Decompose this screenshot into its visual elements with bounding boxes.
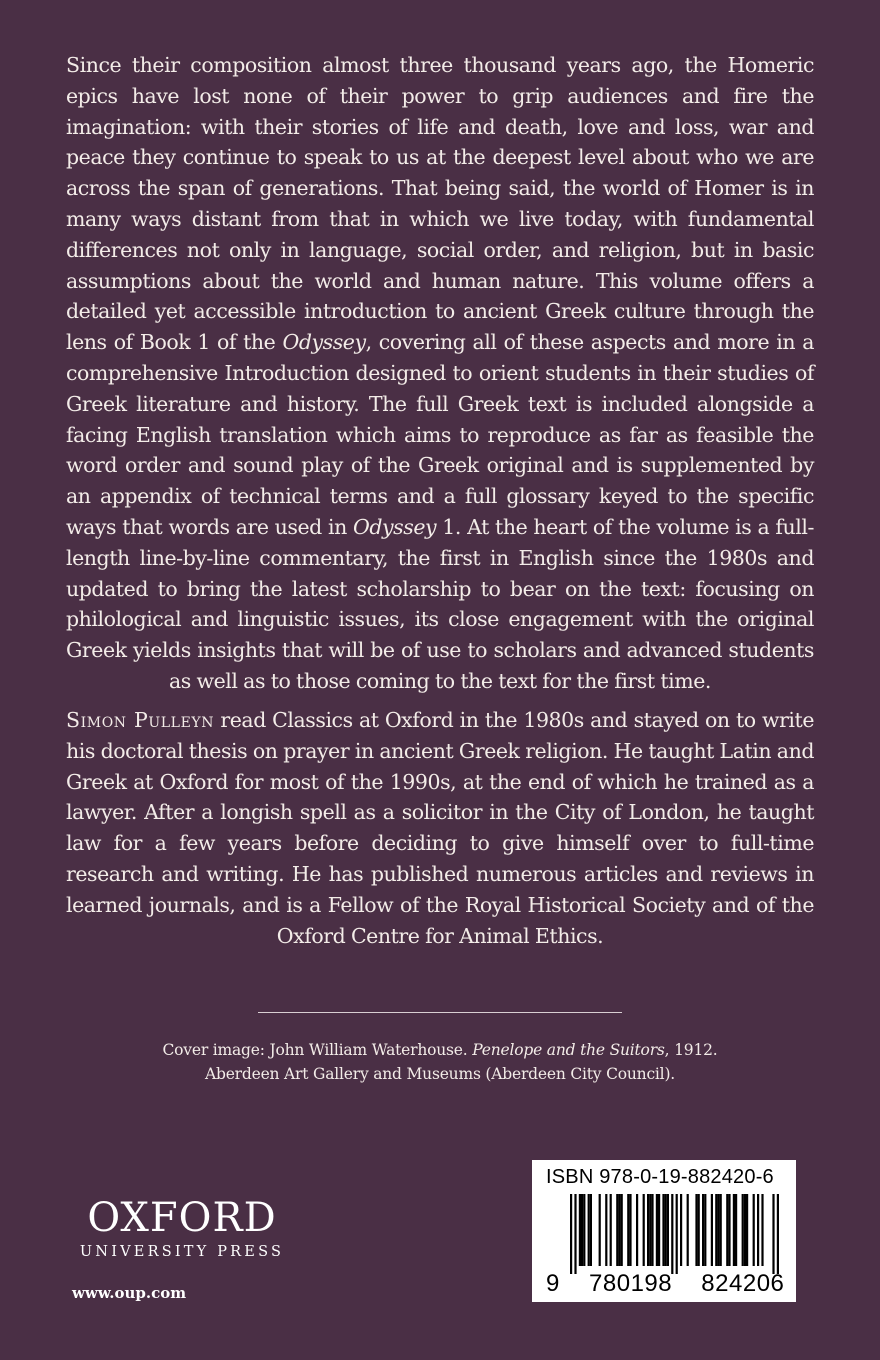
author-bio-text: read Classics at Oxford in the 1980s and stayed on to write his doctoral thesis on prayer in ancient Greek religion. He taught Latin and Greek at Oxford for most of the 1990s, at the end of which he trained as a lawyer. After a longish spell as a solicitor in the City of London, he taught law for a few years before deciding to give himself over to full-time research and writing. He has published numerous articles and reviews in learned journals, and is a Fellow of the Royal Historical Society and of the Oxford Centre for Animal Ethics.: [66, 708, 815, 948]
barcode-bar: [742, 1194, 744, 1266]
barcode-bar: [590, 1194, 592, 1266]
barcode-bar: [570, 1194, 572, 1274]
barcode-bar: [711, 1194, 713, 1266]
isbn-barcode: [532, 1160, 796, 1302]
barcode-bar: [667, 1194, 669, 1266]
barcode-bar: [761, 1194, 763, 1266]
barcode-bar: [753, 1194, 755, 1266]
barcode-bar: [733, 1194, 735, 1266]
publisher-logo: [66, 1196, 298, 1262]
barcode-bar: [704, 1194, 706, 1266]
barcode-bar: [695, 1194, 697, 1266]
credit-line-2: Aberdeen Art Gallery and Museums (Aberdeen City Council).: [204, 1065, 676, 1083]
odyssey-title-2: Odyssey: [353, 514, 437, 539]
description-part-2: , covering all of these aspects and more in a comprehensive Introduction designed to orient students in their studies of Greek literature and history. The full Greek text is included alongside a facing English translation which aims to reproduce as far as feasible the word order and sound play of the Greek original and is supplemented by an appendix of technical terms and a full glossary keyed to the specific ways that words are used in: [66, 330, 815, 539]
description-part-3: 1. At the heart of the volume is a full-length line-by-line commentary, the first in English since the 1980s and updated to bring the latest scholarship to bear on the text: focusing on philological and linguistic issues, its close engagement with the original Greek yields insights that will be of use to scholars and advanced students as well as to those coming to the text for the first time.: [66, 514, 815, 693]
odyssey-title-1: Odyssey: [282, 330, 366, 355]
barcode-bar: [588, 1194, 590, 1266]
barcode-bar: [610, 1194, 612, 1266]
author-name: Simon Pulleyn: [66, 708, 215, 732]
barcode-bar: [651, 1194, 653, 1266]
barcode-digit-group-1: 780198: [589, 1270, 673, 1297]
barcode-bar: [715, 1194, 717, 1266]
barcode-bar: [616, 1194, 618, 1266]
isbn-label: ISBN 978-0-19-882420-6: [546, 1166, 774, 1188]
barcode-bar: [671, 1194, 673, 1274]
painting-title: Penelope and the Suitors: [472, 1041, 665, 1059]
barcode-bar: [647, 1194, 649, 1266]
barcode-bar: [579, 1194, 581, 1266]
barcode-bar: [656, 1194, 658, 1266]
description-part-1: Since their composition almost three thousand years ago, the Homeric epics have lost none of their power to grip audiences and fire the imagination: with their stories of life and death, love and loss, war and peace they continue to speak to us at the deepest level about who we are across the span of generations. That being said, the world of Homer is in many ways distant from that in which we live today, with fundamental differences not only in language, social order, and religion, but in basic assumptions about the world and human nature. This volume offers a detailed yet accessible introduction to ancient Greek culture through the lens of Book 1 of the: [66, 53, 814, 355]
barcode-bar: [574, 1194, 576, 1274]
credit-line-1: [120, 1038, 760, 1062]
barcode-bar: [621, 1194, 623, 1266]
barcode-digits: [546, 1270, 788, 1298]
publisher-subname: UNIVERSITY PRESS: [79, 1244, 285, 1260]
barcode-bar: [687, 1194, 689, 1266]
barcode-bar: [726, 1194, 728, 1266]
barcode-bar: [757, 1194, 759, 1266]
credit-prefix: Cover image: John William Waterhouse.: [162, 1041, 473, 1059]
credit-suffix: , 1912.: [664, 1041, 718, 1059]
barcode-bar: [627, 1194, 629, 1266]
barcode-bar: [777, 1194, 779, 1274]
barcode-bar: [658, 1194, 660, 1266]
barcode-bar: [583, 1194, 585, 1266]
barcode-bar: [665, 1194, 667, 1266]
barcode-digit-group-2: 824206: [701, 1270, 785, 1297]
barcode-bar: [746, 1194, 748, 1266]
divider-rule: [258, 1012, 622, 1013]
barcode-bar: [717, 1194, 719, 1266]
barcode-bar: [728, 1194, 730, 1266]
barcode-bar: [605, 1194, 607, 1266]
barcode-digit-first: 9: [546, 1270, 560, 1297]
barcode-bar: [636, 1194, 638, 1266]
barcode-bar: [643, 1194, 645, 1266]
barcode-bar: [680, 1194, 682, 1266]
publisher-url[interactable]: www.oup.com: [72, 1284, 187, 1302]
barcode-bar: [744, 1194, 746, 1266]
barcode-bar: [599, 1194, 601, 1266]
barcode-bar: [720, 1194, 722, 1266]
publisher-name: OXFORD: [87, 1195, 277, 1241]
barcode-bar: [581, 1194, 583, 1266]
author-bio: [66, 705, 814, 951]
book-description: [66, 50, 814, 697]
barcode-bar: [702, 1194, 704, 1266]
barcode-bar: [676, 1194, 678, 1274]
barcode-bar: [662, 1194, 664, 1266]
barcode-bar: [735, 1194, 737, 1266]
barcode-bar: [698, 1194, 700, 1266]
cover-image-credit: [120, 1038, 760, 1086]
barcode-bar: [629, 1194, 631, 1266]
barcode-bar: [649, 1194, 651, 1266]
barcode-bar: [772, 1194, 774, 1274]
barcode-bar: [618, 1194, 620, 1266]
